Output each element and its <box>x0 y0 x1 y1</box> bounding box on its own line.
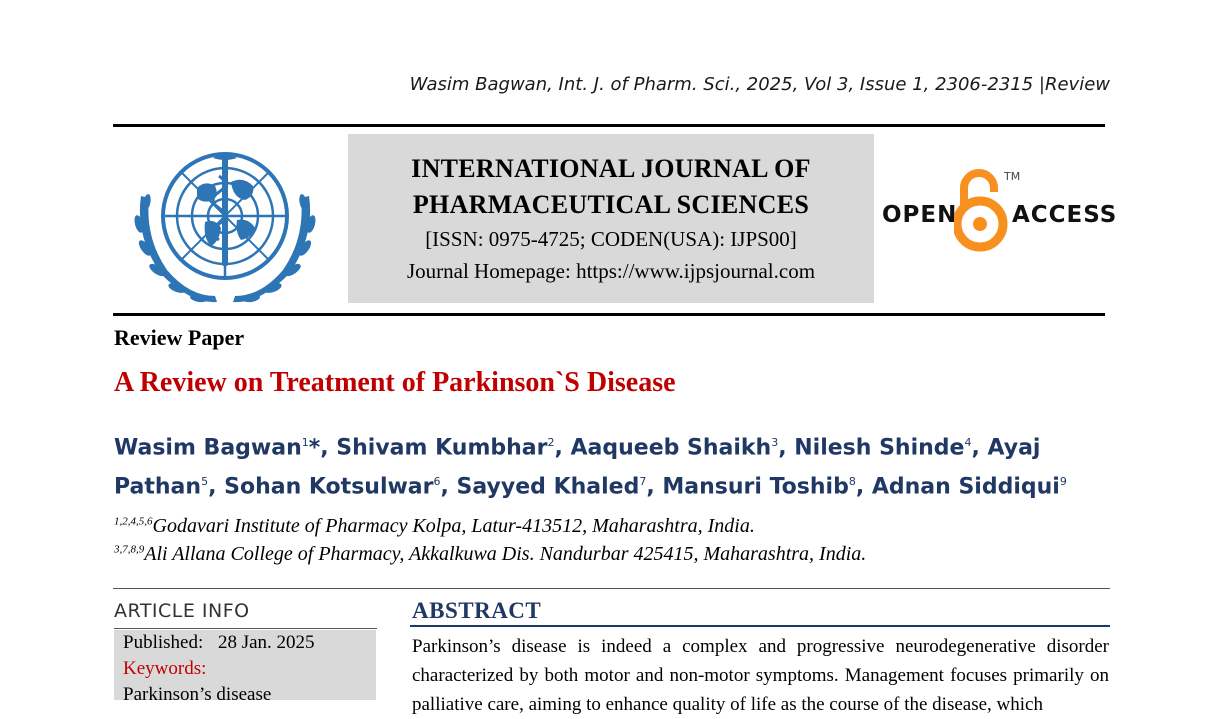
journal-homepage: Journal Homepage: https://www.ijpsjournal.com <box>406 259 816 283</box>
paper-type-label: Review Paper <box>114 325 245 350</box>
author-affiliation-number: 5 <box>201 475 209 489</box>
author-name: Nilesh Shinde <box>794 435 965 461</box>
affiliation-text: Godavari Institute of Pharmacy Kolpa, Latur-413512, Maharashtra, India. <box>152 515 755 537</box>
abstract-heading: ABSTRACT <box>412 598 542 623</box>
journal-name-line-2: PHARMACEUTICAL SCIENCES <box>412 190 810 219</box>
running-header-citation: Wasim Bagwan, Int. J. of Pharm. Sci., 2025, Vol 3, Issue 1, 2306-2315 |Review <box>409 74 1110 95</box>
author-affiliation-number: 7 <box>639 475 647 489</box>
open-access-access-word: ACCESS <box>1012 202 1118 228</box>
journal-masthead-box <box>348 134 874 303</box>
author-separator: , <box>971 435 988 461</box>
author-affiliation-number: 3 <box>771 436 779 449</box>
author-separator: , <box>440 474 457 500</box>
affiliation-numbers: 3,7,8,9 <box>114 543 145 556</box>
affiliation-text: Ali Allana College of Pharmacy, Akkalkuwa Dis. Nandurbar 425415, Maharashtra, India. <box>144 543 867 565</box>
author-affiliation-number: 2 <box>547 436 555 449</box>
abstract-body: Parkinson’s disease is indeed a complex and progressive neurodegenerative disorder characterized by both motor and non-motor symptoms. Management focuses primarily on palliative care, aiming to enhance quality of life as the course of the disease, which <box>412 636 1109 715</box>
abstract-rule <box>410 625 1110 627</box>
author-name: Mansuri Toshib <box>662 474 849 500</box>
author-separator: , <box>646 474 663 500</box>
author-separator: , <box>855 474 872 500</box>
header-top-rule <box>113 124 1105 127</box>
section-divider <box>113 588 1110 589</box>
open-access-open-word: OPEN <box>882 202 958 228</box>
affiliation-line <box>114 515 1110 538</box>
author-name: Ayaj Pathan <box>114 435 1041 500</box>
open-access-trademark: TM <box>1004 170 1021 183</box>
author-name: Sayyed Khaled <box>456 474 640 500</box>
author-affiliation-number: 9 <box>1059 475 1067 489</box>
author-name: Wasim Bagwan <box>114 435 302 461</box>
journal-issn: [ISSN: 0975-4725; CODEN(USA): IJPS00] <box>425 227 797 251</box>
author-separator: , <box>554 435 571 461</box>
article-info-box <box>114 630 376 705</box>
header-bottom-rule <box>113 313 1105 316</box>
author-name: Adnan Siddiqui <box>871 474 1060 500</box>
open-access-lock-icon <box>954 166 1010 252</box>
published-date: 28 Jan. 2025 <box>217 632 315 653</box>
author-affiliation-number: 6 <box>433 475 441 489</box>
author-name: Shivam Kumbhar <box>336 435 548 461</box>
affiliation-line <box>114 543 1110 566</box>
author-name: Aaqueeb Shaikh <box>570 435 772 461</box>
author-affiliation-number: 1 <box>301 436 309 449</box>
journal-name-line-1: INTERNATIONAL JOURNAL OF <box>411 154 811 183</box>
article-info-rule <box>114 628 377 629</box>
article-info-heading: ARTICLE INFO <box>114 600 250 622</box>
journal-emblem-logo <box>127 136 323 306</box>
author-separator: , <box>320 435 337 461</box>
keywords-label: Keywords: <box>123 658 207 679</box>
journal-name <box>348 151 874 223</box>
author-affiliation-number: 4 <box>964 436 972 449</box>
open-access-logo <box>880 166 1118 256</box>
author-affiliation-number: 8 <box>848 475 856 489</box>
published-label: Published: <box>123 632 204 653</box>
published-line <box>123 632 315 654</box>
author-separator: , <box>778 435 795 461</box>
corresponding-author-mark: * <box>308 435 321 461</box>
affiliation-numbers: 1,2,4,5,6 <box>114 515 153 528</box>
author-name: Sohan Kotsulwar <box>224 474 434 500</box>
paper-title: A Review on Treatment of Parkinson`S Disease <box>114 367 676 398</box>
author-list <box>114 426 1110 505</box>
author-separator: , <box>208 474 225 500</box>
keyword-item: Parkinson’s disease <box>123 684 272 705</box>
